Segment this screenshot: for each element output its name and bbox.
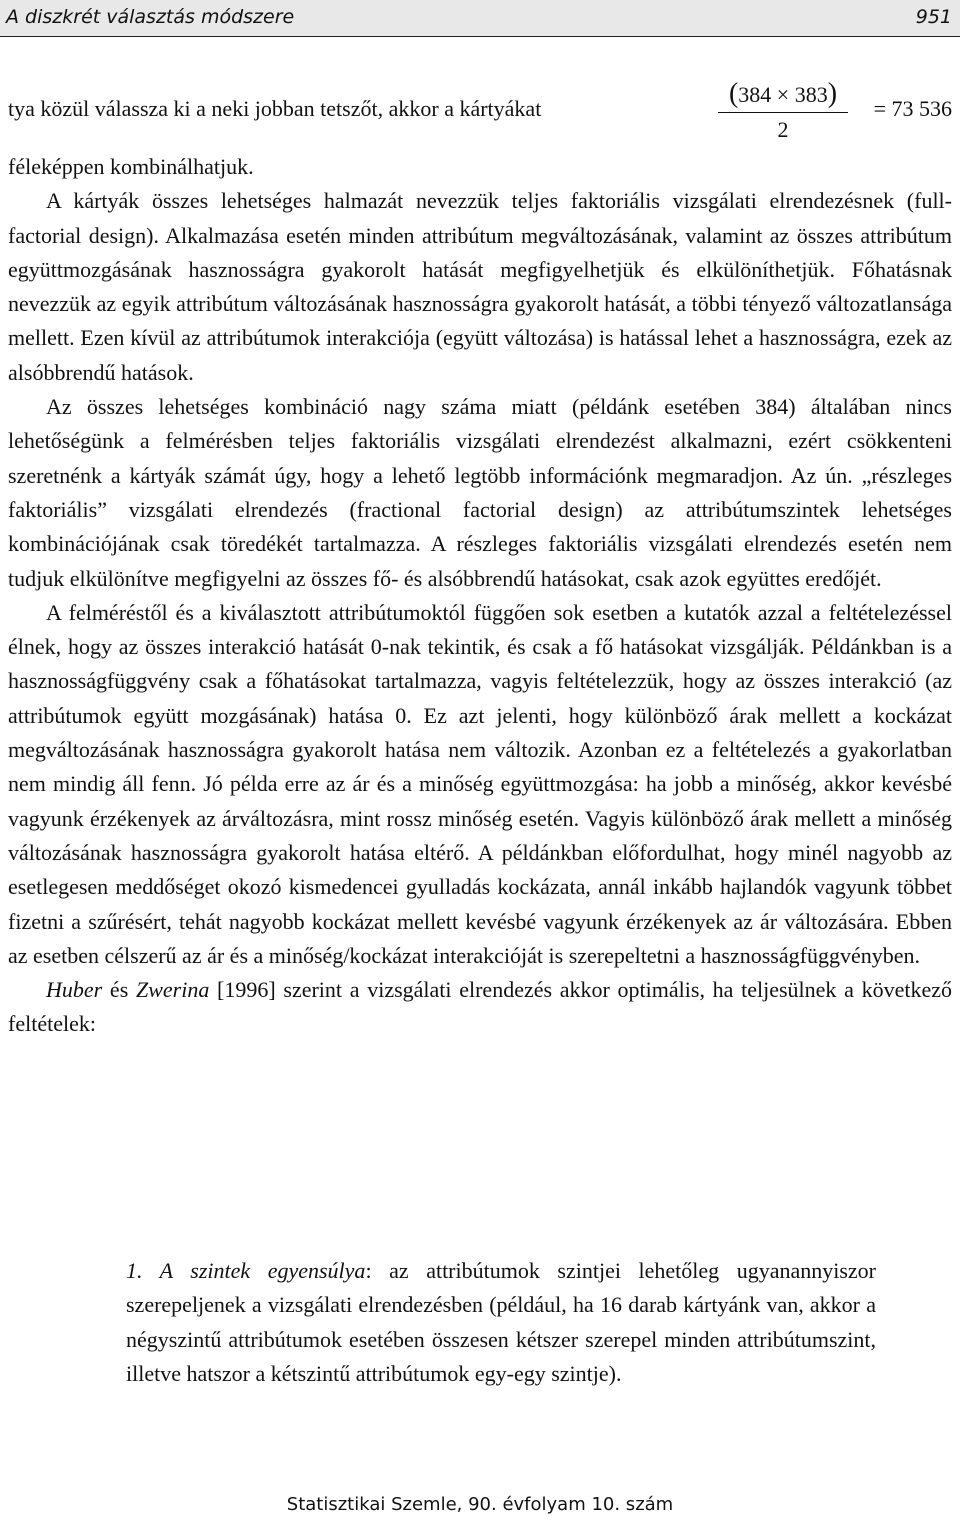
body-text — [8, 150, 952, 1042]
equation-result: = 73 536 — [873, 96, 952, 121]
page-number: 951 — [915, 6, 952, 28]
fraction-denominator: 2 — [777, 117, 789, 142]
running-header — [0, 0, 960, 37]
author-name: Huber — [46, 977, 103, 1003]
list-item-label: A szintek egyensúlya — [142, 1258, 366, 1283]
list-item-number: 1. — [126, 1258, 143, 1283]
running-title: A diszkrét választás módszere — [6, 6, 295, 28]
paragraph: A felméréstől és a kiválasztott attribútumoktól függően sok esetben a kutatók azzal a feltételezéssel élnek, hogy az összes interakció hatását 0-nak tekintik, és csak a fő hatásokat vizsgálják. Példánkban is a hasznosságfüggvény csak a főhatásokat tartalmazza, vagyis feltételezzük, hogy az összes interakció (az attribútumok együtt mozgásának) hatása 0. Ez azt jelenti, hogy különböző árak mellett a kockázat megváltozásának hasznosságra gyakorolt hatása nem változik. Azonban ez a feltételezés a gyakorlatban nem mindig áll fenn. Jó példa erre az ár és a minőség együttmozgása: ha jobb a minőség, akkor kevésbé vagyunk érzékenyek az árváltozásra, mint rossz minőség esetén. Vagyis különböző árak mellett a minőség változásának hasznosságra gyakorolt hatása eltérő. A példánkban előfordulhat, hogy minél nagyobb az esetlegesen meddőséget okozó kismedencei gyulladás kockázata, annál inkább hajlandók vagyunk többet fizetni a szűrésért, tehát nagyobb kockázat mellett kevésbé vagyunk érzékenyek az ár változására. Ebben az esetben célszerű az ár és a minőség/kockázat interakcióját is szerepeltetni a hasznosságfüggvényben. — [8, 599, 952, 968]
author-name: Zwerina — [135, 977, 210, 1003]
fraction — [718, 78, 848, 143]
paragraph-continuation: féleképpen kombinálhatjuk. — [8, 154, 254, 179]
paragraph: Huber és Zwerina [1996] szerint a vizsgálati elrendezés akkor optimális, ha teljesülnek a következő feltételek: — [8, 977, 953, 1037]
list-item — [126, 1254, 876, 1391]
paragraph: A kártyák összes lehetséges halmazát nevezzük teljes faktoriális vizsgálati elrendezésnek (full-factorial design). Alkalmazása esetén minden attribútum megváltozásának, valamint az összes attribútum együttmozgásának hasznosságra gyakorolt hatását megfigyelhetjük és elkülöníthetjük. Főhatásnak nevezzük az egyik attribútum változásának hasznosságra gyakorolt hatását, a többi tényező változatlansága mellett. Ezen kívül az attribútumok interakciója (együtt változása) is hatással lehet a hasznosságra, ezek az alsóbbrendű hatások. — [8, 188, 952, 385]
journal-footer: Statisztikai Szemle, 90. évfolyam 10. szám — [286, 1494, 674, 1515]
list-item-text: : az attribútumok szintjei lehetőleg ugyanannyiszor szerepeljenek a vizsgálati elrendezésben (például, ha 16 darab kártyánk van, akkor a négyszintű attribútumok esetében összesen kétszer szerepel minden attribútumszint, illetve hatszor a kétszintű attribútumok egy-egy szintje). — [126, 1258, 876, 1386]
fraction-numerator: (384 × 383) — [718, 78, 848, 113]
equation-line — [8, 78, 952, 158]
paragraph: Az összes lehetséges kombináció nagy száma miatt (példánk esetében 384) általában nincs lehetőségünk a felmérésben teljes faktoriális vizsgálati elrendezést alkalmazni, ezért csökkenteni szeretnénk a kártyák számát úgy, hogy a lehető legtöbb információnk megmaradjon. Az ún. „részleges faktoriális” vizsgálati elrendezés (fractional factorial design) az attribútumszintek lehetséges kombinációjának csak töredékét tartalmazza. A részleges faktoriális vizsgálati elrendezés esetén nem tudjuk elkülönítve megfigyelni az összes fő- és alsóbbrendű hatásokat, csak azok együttes eredőjét. — [8, 394, 952, 591]
equation-lead-text: tya közül válassza ki a neki jobban tetszőt, akkor a kártyákat — [8, 96, 542, 121]
